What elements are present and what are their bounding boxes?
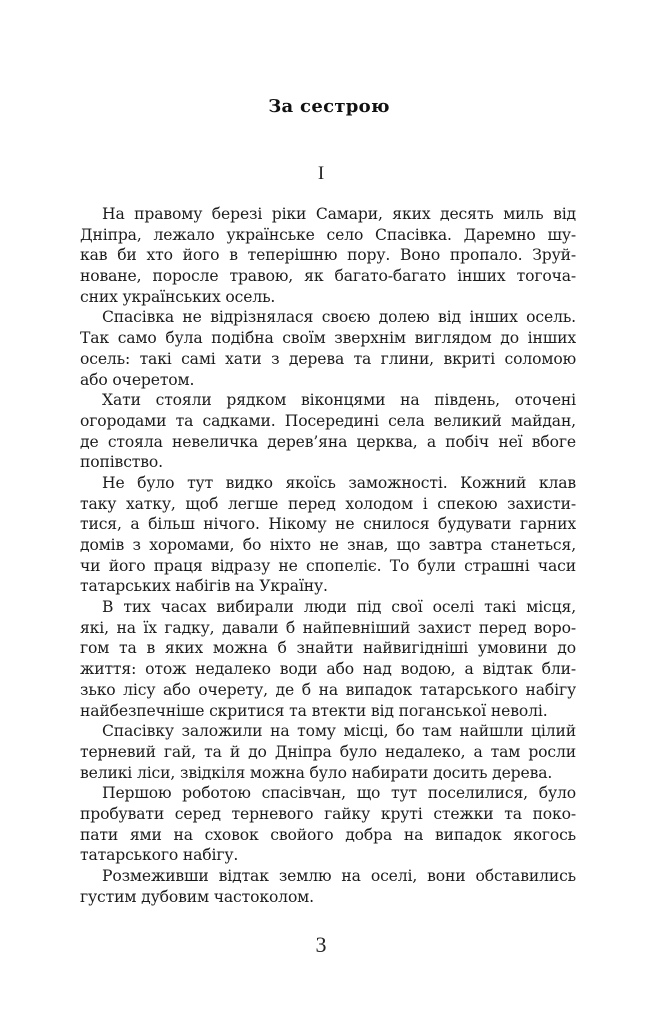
paragraph xyxy=(80,204,576,307)
text-line: Не було тут видко якоїсь заможності. Кожний клав xyxy=(102,473,576,492)
text-line: густим дубовим частоколом. xyxy=(80,887,314,906)
paragraph xyxy=(80,866,576,907)
text-line: В тих часах вибирали люди під свої оселі такі місця, xyxy=(102,598,576,617)
text-line: огородами та садками. Посередині села великий майдан, xyxy=(80,411,576,430)
text-line: пробувати серед терневого гайку круті стежки та поко- xyxy=(80,804,576,823)
text-line: Першою роботою спасівчан, що тут поселилися, було xyxy=(102,784,576,803)
text-line: чи його праця відразу не спопеліє. То були страшні часи xyxy=(80,556,576,575)
text-line: сних українських осель. xyxy=(80,287,276,306)
paragraph xyxy=(80,721,576,783)
text-line: Розмеживши відтак землю на оселі, вони обставились xyxy=(102,867,576,885)
text-line: таку хатку, щоб легше перед холодом і спекою захисти- xyxy=(80,494,576,513)
text-line: На правому березі ріки Самари, яких десять миль від xyxy=(102,205,576,223)
paragraph xyxy=(80,473,576,597)
text-line: великі ліси, звідкіля можна було набирати досить дерева. xyxy=(80,763,553,782)
text-line: Дніпра, лежало українське село Спасівка. Даремно шу- xyxy=(80,225,576,244)
chapter-number: I xyxy=(317,163,325,184)
paragraph xyxy=(80,783,576,866)
text-line: гом та в яких можна б знайти найвигідніші умовини до xyxy=(80,639,576,658)
text-line: тися, а більш нічого. Нікому не снилося будувати гарних xyxy=(80,515,576,534)
text-line: татарських набігів на Україну. xyxy=(80,577,328,596)
text-line: попівство. xyxy=(80,453,163,472)
text-line: терневий гай, та й до Дніпра було недалеко, а там росли xyxy=(80,742,576,761)
page-number: 3 xyxy=(315,932,327,957)
text-line: Спасівка не відрізнялася своєю долею від інших осель. xyxy=(102,308,576,327)
text-line: татарського набігу. xyxy=(80,846,239,865)
text-line: домів з хоромами, бо ніхто не знав, що завтра станеться, xyxy=(80,536,576,554)
text-line: життя: отож недалеко води або над водою, а відтак бли- xyxy=(80,660,576,679)
text-line: пати ями на сховок свойого добра на випадок якогось xyxy=(80,825,576,844)
text-line: кав би хто його в теперішню пору. Воно пропало. Зруй- xyxy=(80,246,576,265)
text-line: осель: такі самі хати з дерева та глини, вкриті соломою xyxy=(80,349,576,368)
text-line: найбезпечніше скритися та втекти від поганської неволі. xyxy=(80,701,548,720)
text-line: де стояла невеличка дерев’яна церква, а побіч неї вбоге xyxy=(80,432,576,451)
text-line: Спасівку заложили на тому місці, бо там найшли цілий xyxy=(102,722,576,741)
text-line: які, на їх гадку, давали б найпевніший захист перед воро- xyxy=(80,618,576,637)
text-line: або очеретом. xyxy=(80,370,195,389)
paragraph xyxy=(80,597,576,721)
body-text xyxy=(80,204,576,907)
text-line: Так само була подібна своїм зверхнім виглядом до інших xyxy=(80,329,576,348)
page-title: За сестрою xyxy=(268,96,390,118)
text-line: новане, поросле травою, як багато-багато інших тогоча- xyxy=(80,267,576,286)
paragraph xyxy=(80,307,576,390)
paragraph xyxy=(80,390,576,473)
text-line: Хати стояли рядком віконцями на південь, оточені xyxy=(102,391,576,410)
text-line: зько лісу або очерету, де б на випадок татарського набігу xyxy=(80,680,576,699)
